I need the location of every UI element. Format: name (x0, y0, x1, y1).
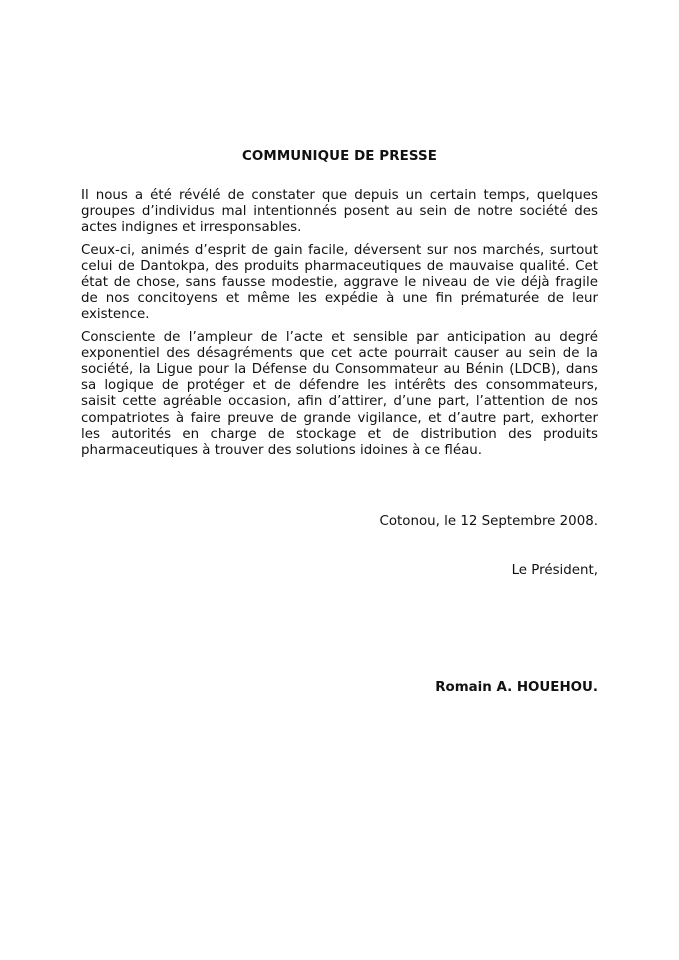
signatory-role: Le Président, (511, 563, 598, 578)
paragraph-3: Consciente de l’ampleur de l’acte et sensible par anticipation au degré exponentiel des désagréments que cet acte pourrait causer au sein de la société, la Ligue pour la Défense du Consommateur au Bénin (LDCB), dans sa logique de protéger et de défendre les intérêts des consommateurs, saisit cette agréable occasion, afin d’attirer, d’une part, l’attention de nos compatriotes à faire preuve de grande vigilance, et d’autre part, exhorter les autorités en charge de stockage et de distribution des produits pharmaceutiques à trouver des solutions idoines à ce fléau. (81, 329, 598, 459)
signatory-name: Romain A. HOUEHOU. (435, 680, 598, 695)
paragraph-2: Ceux-ci, animés d’esprit de gain facile, déversent sur nos marchés, surtout celui de Dantokpa, des produits pharmaceutiques de mauvaise qualité. Cet état de chose, sans fausse modestie, aggrave le niveau de vie déjà fragile de nos concitoyens et même les expédie à une fin prématurée de leur existence. (81, 242, 598, 323)
document-title: COMMUNIQUE DE PRESSE (241, 149, 438, 164)
paragraph-1: Il nous a été révélé de constater que depuis un certain temps, quelques groupes d’individus mal intentionnés posent au sein de notre société des actes indignes et irresponsables. (81, 188, 598, 236)
document-body (81, 188, 598, 465)
place-and-date: Cotonou, le 12 Septembre 2008. (379, 514, 598, 529)
